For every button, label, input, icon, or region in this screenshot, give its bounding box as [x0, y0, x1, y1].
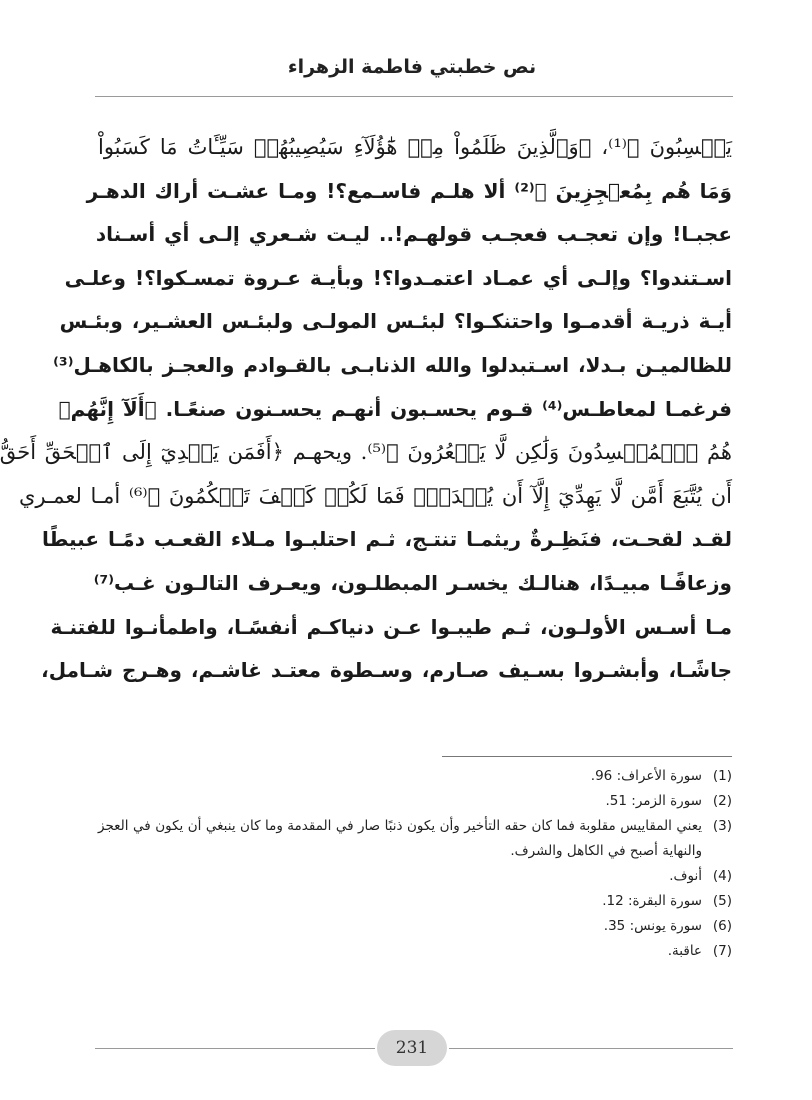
footnotes-list	[98, 764, 732, 964]
footnote	[98, 939, 732, 964]
footnote-text: سورة الأعراف: 96.	[590, 768, 702, 784]
text-line: وَمَا هُم بِمُعۡجِزِينَ ﴾⁽²⁾ ألا هلـم فاسـمع؟! ومـا عشـت أراك الدهـر	[86, 178, 732, 203]
footnote-number: (3)	[712, 818, 732, 834]
footnote-number: (5)	[712, 893, 732, 909]
text-line: للظالميـن بـدلا، اسـتبدلوا والله الذنابـى بالقـوادم والعجـز بالكاهـل⁽³⁾	[53, 352, 732, 377]
footer-divider-right	[449, 1048, 733, 1049]
running-header-title: نص خطبتي فاطمة الزهراء	[287, 56, 537, 78]
footnote-text: سورة الزمر: 51.	[605, 793, 702, 809]
footnote-number: (4)	[712, 868, 732, 884]
footnote-text: عاقبة.	[667, 943, 702, 959]
text-line: عجبـا! وإن تعجـب فعجـب قولهـم!.. ليـت شـعري إلـى أي أسـناد	[95, 222, 732, 247]
footnote-number: (6)	[712, 918, 732, 934]
footnote	[98, 914, 732, 939]
footnote-text: سورة البقرة: 12.	[602, 893, 702, 909]
footnote	[98, 789, 732, 814]
footnote-text: سورة يونس: 35.	[603, 918, 702, 934]
text-line: مـا أسـس الأولـون، ثـم طيبـوا عـن دنياكـم أنفسًـا، واطمأنـوا للفتنـة	[50, 614, 732, 639]
footnote-text: يعني المقاييس مقلوبة فما كان حقه التأخير وأن يكون ذنبًا صار في المقدمة وما كان ينبغي أن يكون في العجز والنهاية أصبح في الكاهل والشرف.	[98, 818, 702, 859]
text-line: لقـد لقحـت، فنَظِـرةٌ ريثمـا تنتـج، ثـم احتلبـوا مـلاء القعـب دمًـا عبيطًا	[42, 527, 732, 552]
footnote-number: (1)	[712, 768, 732, 784]
footer-divider-left	[95, 1048, 375, 1049]
text-line: أَن يُتَّبَعَ أَمَّن لَّا يَهِدِّيٓ إِلَّآ أَن يُهۡدَىٰۖ فَمَا لَكُمۡ كَيۡفَ تَحۡكُمُونَ ﴾⁽⁶⁾ أمـا لعمـري	[19, 483, 732, 508]
text-line: جاشًـا، وأبشـروا بسـيف صـارم، وسـطوة معتـد غاشـم، وهـرج شـامل،	[41, 658, 732, 683]
text-line: يَكۡسِبُونَ ﴾⁽¹⁾، ﴿وَٱلَّذِينَ ظَلَمُواْ مِنۡ هَٰٓؤُلَآءِ سَيُصِيبُهُمۡ سَيِّـَٔاتُ مَا كَسَبُواْ	[98, 135, 732, 159]
text-line: وزعافًـا مبيـدًا، هنالـك يخسـر المبطلـون، ويعـرف التالـون غـب⁽⁷⁾	[93, 570, 732, 595]
footnote-number: (7)	[712, 943, 732, 959]
text-line: أيـة ذريـة أقدمـوا واحتنكـوا؟ لبئـس المولـى ولبئـس العشـير، وبئـس	[59, 309, 732, 334]
footnote	[98, 814, 732, 864]
footnote	[98, 764, 732, 789]
text-line: فرغمـا لمعاطـس⁽⁴⁾ قـوم يحسـبون أنهـم يحسـنون صنعًـا. ﴿أَلَآ إِنَّهُمۡ	[58, 396, 732, 421]
footnote	[98, 864, 732, 889]
footnote-divider	[442, 756, 732, 757]
text-line: اسـتندوا؟ وإلـى أي عمـاد اعتمـدوا؟! وبأيـة عـروة تمسـكوا؟! وعلـى	[64, 265, 732, 290]
page-number: 231	[377, 1030, 447, 1066]
footnote-text: أنوف.	[669, 868, 702, 884]
main-text-block	[0, 126, 732, 693]
footnote-number: (2)	[712, 793, 732, 809]
text-line: هُمُ ٱلۡمُفۡسِدُونَ وَلَٰكِن لَّا يَشۡعُرُونَ ﴾⁽⁵⁾. ويحهـم ﴿أَفَمَن يَهۡدِيٓ إِلَى ٱلۡحَقِّ أَحَقُّ	[0, 440, 732, 465]
footnote	[98, 889, 732, 914]
header-divider	[95, 96, 733, 97]
